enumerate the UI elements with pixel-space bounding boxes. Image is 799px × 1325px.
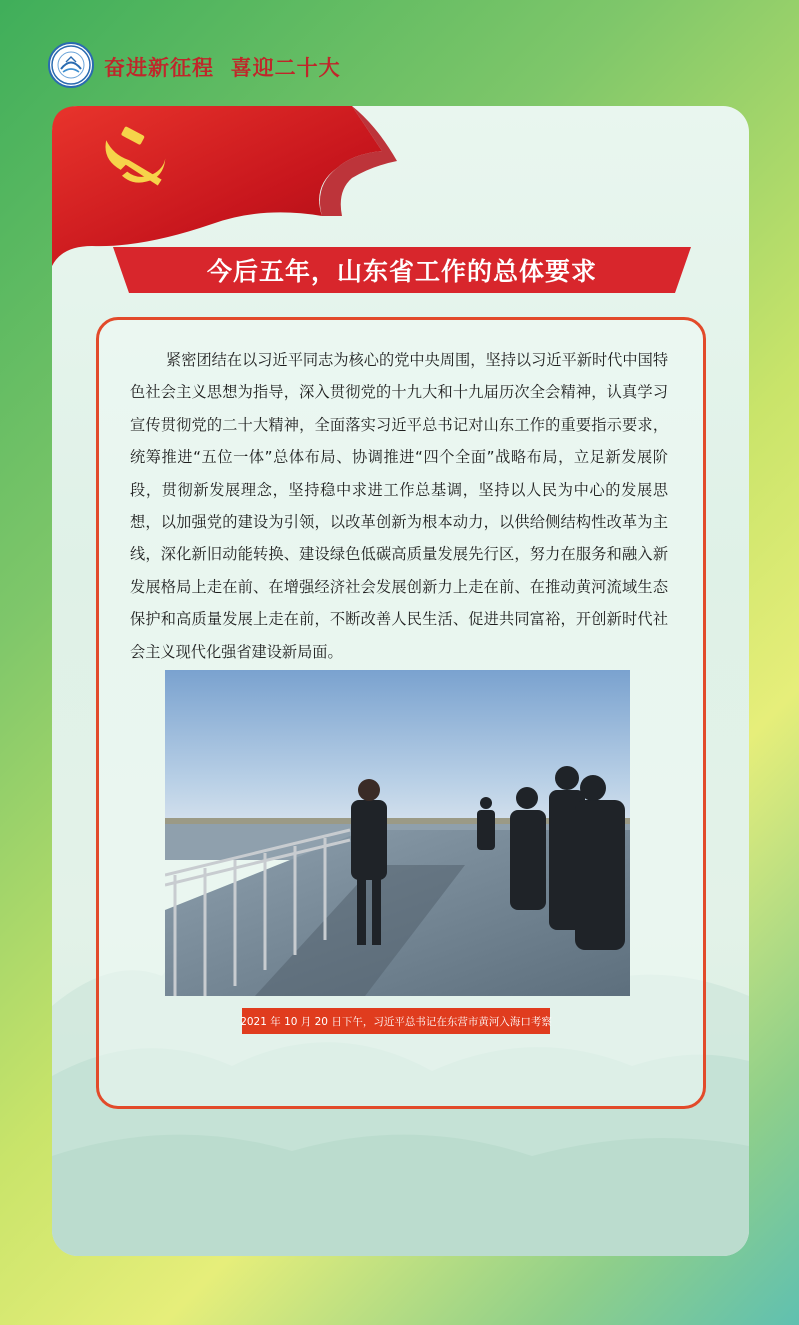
body-paragraph (130, 344, 668, 668)
news-photo (165, 670, 630, 996)
header-slogan: 奋进新征程 喜迎二十大 (104, 56, 341, 80)
body-text: 紧密团结在以习近平同志为核心的党中央周围，坚持以习近平新时代中国特色社会主义思想为指导，深入贯彻党的十九大和十九届历次全会精神，认真学习宣传贯彻党的二十大精神，全面落实习近平总书记对山东工作的重要指示要求，统筹推进“五位一体”总体布局、协调推进“四个全面”战略布局，立足新发展阶段，贯彻新发展理念，坚持稳中求进工作总基调，坚持以人民为中心的发展思想，以加强党的建设为引领，以改革创新为根本动力，以供给侧结构性改革为主线，深化新旧动能转换、建设绿色低碳高质量发展先行区，努力在服务和融入新发展格局上走在前、在增强经济社会发展创新力上走在前、在推动黄河流域生态保护和高质量发展上走在前，不断改善人民生活、促进共同富裕，开创新时代社会主义现代化强省建设新局面。 (130, 351, 668, 661)
photo-caption: 2021 年 10 月 20 日下午，习近平总书记在东营市黄河入海口考察 (242, 1008, 550, 1034)
school-logo (48, 42, 94, 88)
page-title: 今后五年，山东省工作的总体要求 (206, 257, 597, 286)
school-emblem-icon (50, 44, 92, 86)
